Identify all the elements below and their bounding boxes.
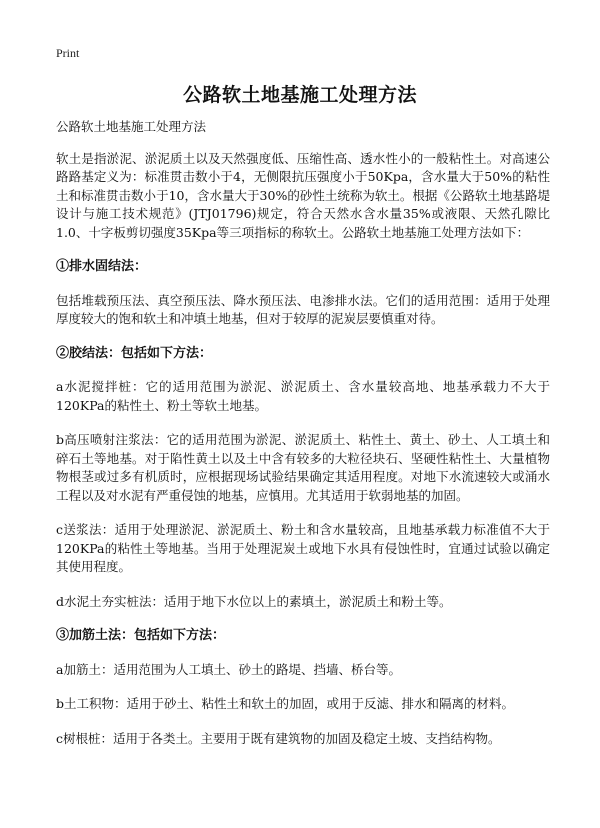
document-subtitle: 公路软土地基施工处理方法	[56, 119, 207, 134]
section-paragraph: c树根桩：适用于各类土。主要用于既有建筑物的加固及稳定土坡、支挡结构物。	[56, 730, 501, 746]
document-title: 公路软土地基施工处理方法	[182, 84, 417, 106]
section-heading-reinforcement: ③加筋土法：包括如下方法：	[56, 628, 226, 643]
section-paragraph: b土工积物：适用于砂土、粘性土和软土的加固，或用于反滤、排水和隔离的材料。	[56, 696, 515, 711]
section-paragraph: b高压喷射注浆法：它的适用范围为淤泥、淤泥质土、粘性土、黄土、砂土、人工填土和碎石土等地基。对于陷性黄土以及土中含有较多的大粒径块石、坚硬性粘性土、大量植物物根茎或过多有机质时，应根据现场试验结果确定其适用程度。对地下水流速较大或涌水工程以及对水泥有严重侵蚀的地基，应慎用。尤其适用于软弱地基的加固。	[56, 432, 550, 503]
section-paragraph: a水泥搅拌桩：它的适用范围为淤泥、淤泥质土、含水量较高地、地基承载力不大于120KPa的粘性土、粉土等软土地基。	[56, 379, 550, 413]
section-paragraph: d水泥土夯实桩法：适用于地下水位以上的素填土，淤泥质土和粉土等。	[56, 593, 452, 609]
section-heading-cementation: ②胶结法：包括如下方法：	[56, 345, 213, 361]
section-paragraph: c送浆法：适用于处理淤泥、淤泥质土、粉土和含水量较高，且地基承载力标准值不大于120KPa的粘性土等地基。当用于处理泥炭土或地下水具有侵蚀性时，宜通过试验以确定其使用程度。	[56, 522, 550, 574]
print-link[interactable]: Print	[56, 46, 80, 60]
section-heading-drainage: ①排水固结法：	[56, 259, 148, 274]
section-paragraph: a加筋土：适用范围为人工填土、砂土的路堤、挡墙、桥台等。	[56, 661, 401, 677]
document-body	[56, 118, 550, 764]
section-paragraph: 包括堆载预压法、真空预压法、降水预压法、电渗排水法。它们的适用范围：适用于处理厚度较大的饱和软土和冲填土地基，但对于较厚的泥炭层要慎重对待。	[56, 292, 550, 326]
intro-paragraph: 软土是指淤泥、淤泥质土以及天然强度低、压缩性高、透水性小的一般粘性土。对高速公路路基定义为：标准贯击数小于4，无侧限抗压强度小于50Kpa，含水量大于50%的粘性土和标准贯击数小于10，含水量大于30%的砂性土统称为软土。根据《公路软土地基路堤设计与施工技术规范》(JTJ01796)规定，符合天然水含水量35%或液限、天然孔隙比1.0、十字板剪切强度35Kpa等三项指标的称软土。公路软土地基施工处理方法如下：	[56, 150, 550, 240]
